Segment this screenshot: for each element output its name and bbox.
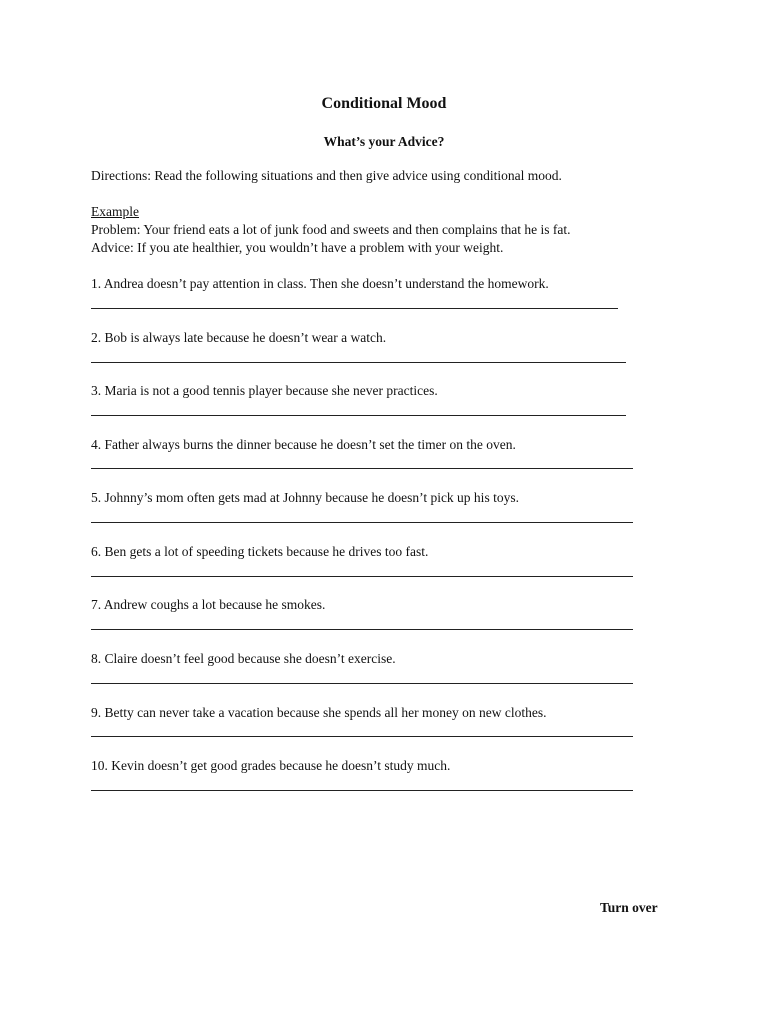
question-9: 9. Betty can never take a vacation because she spends all her money on new clothes. [91, 705, 547, 720]
example-advice: Advice: If you ate healthier, you wouldn’t have a problem with your weight. [91, 240, 504, 255]
turn-over-label: Turn over [600, 900, 658, 915]
directions-text: Directions: Read the following situations and then give advice using conditional mood. [91, 168, 562, 183]
page-title: Conditional Mood [321, 95, 447, 112]
question-10: 10. Kevin doesn’t get good grades because he doesn’t study much. [91, 758, 451, 773]
question-7: 7. Andrew coughs a lot because he smokes. [91, 597, 326, 612]
question-2: 2. Bob is always late because he doesn’t wear a watch. [91, 330, 387, 345]
answer-line-2[interactable] [91, 362, 626, 363]
example-heading: Example [91, 204, 139, 219]
question-8: 8. Claire doesn’t feel good because she doesn’t exercise. [91, 651, 396, 666]
question-3: 3. Maria is not a good tennis player because she never practices. [91, 383, 438, 398]
answer-line-9[interactable] [91, 736, 633, 737]
question-4: 4. Father always burns the dinner because he doesn’t set the timer on the oven. [91, 437, 516, 452]
answer-line-4[interactable] [91, 468, 633, 469]
question-6: 6. Ben gets a lot of speeding tickets because he drives too fast. [91, 544, 429, 559]
answer-line-3[interactable] [91, 415, 626, 416]
answer-line-10[interactable] [91, 790, 633, 791]
answer-line-8[interactable] [91, 683, 633, 684]
answer-line-7[interactable] [91, 629, 633, 630]
answer-line-6[interactable] [91, 576, 633, 577]
example-problem: Problem: Your friend eats a lot of junk food and sweets and then complains that he is fat. [91, 222, 571, 237]
question-1: 1. Andrea doesn’t pay attention in class. Then she doesn’t understand the homework. [91, 276, 549, 291]
answer-line-1[interactable] [91, 308, 618, 309]
question-5: 5. Johnny’s mom often gets mad at Johnny because he doesn’t pick up his toys. [91, 490, 519, 505]
answer-line-5[interactable] [91, 522, 633, 523]
page-subtitle: What’s your Advice? [323, 134, 445, 149]
